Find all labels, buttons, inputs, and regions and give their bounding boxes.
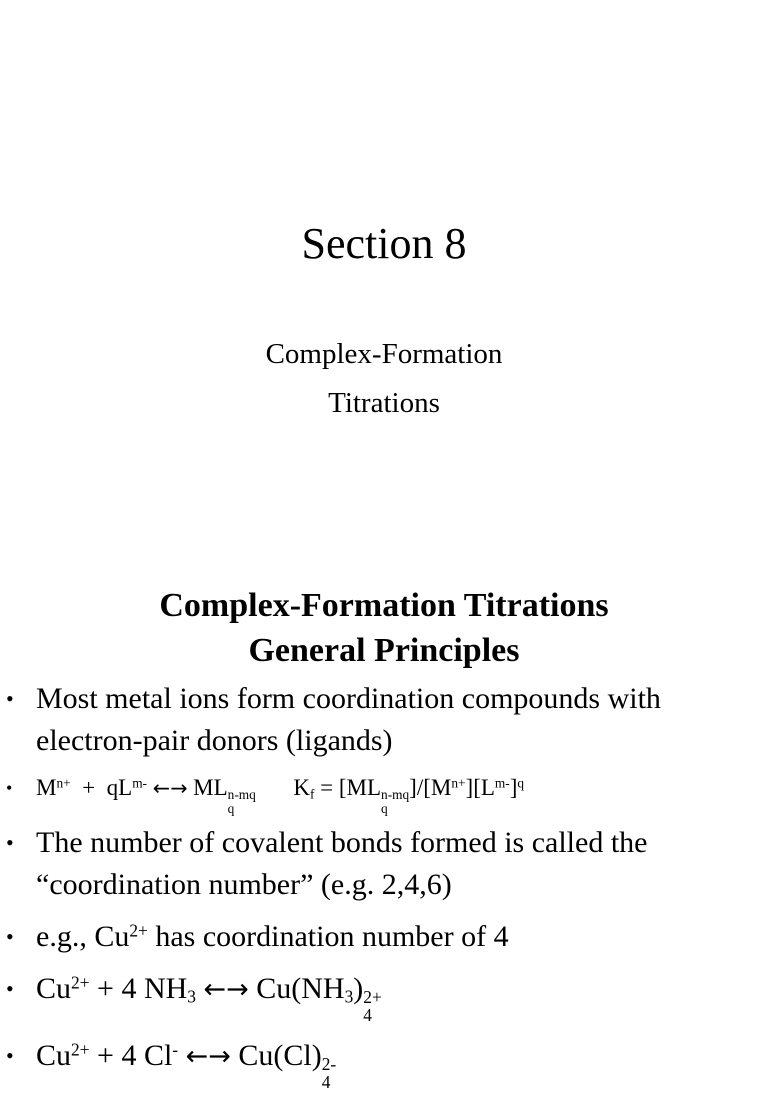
bullet-dot-icon: • [6,778,13,798]
equation-formation-constant: $K_f = [ML$ n-mq q ]$/[M^{n+}][L^{m-}]^q$ [293,775,525,816]
slide-title-line-1: Complex-Formation Titrations [159,587,609,624]
equilibrium-arrow-icon: ←→ [185,1040,231,1072]
subtitle-line-1: Complex-Formation [265,338,503,370]
bullet-coordination-number [0,822,768,906]
section-title: Section 8 [301,219,467,268]
bullet-dot-icon: • [6,976,14,1001]
bullet-list [0,678,768,1102]
equilibrium-arrow-icon: ←→ [203,974,249,1005]
bullet-copper-ammonia [0,968,768,1025]
equation-complex-formation: $M^{n+} + qL^{m-}$ ←→ ML n-mq q [36,775,256,816]
slide-title [0,583,768,673]
bullet-text: The number of covalent bonds formed is called the “coordination number” (e.g. 2,4,6) [36,826,648,901]
bullet-copper-chloride [0,1035,768,1092]
slide-title-line-2: General Principles [248,632,520,669]
equation-copper-chloride: $Cu^{2+} + 4$ Cl- ←→ Cu(Cl) 2- 4 [36,1038,337,1093]
bullet-copper-example [0,916,768,958]
equation-copper-ammonia: $Cu^{2+} + 4$ $NH_3$ ←→ $Cu(NH_3)$ 2+ 4 [36,972,382,1026]
bullet-dot-icon: • [6,1042,14,1068]
bullet-text: e.g., $Cu^{2+}$ has coordination number of 4 [36,920,509,953]
bullet-dot-icon: • [6,924,14,949]
slide-section-title [0,0,768,540]
equilibrium-arrow-icon: ←→ [152,776,188,800]
slide-general-principles [0,570,768,1093]
subtitle-line-2: Titrations [328,387,440,419]
bullet-formation-equation [0,772,768,816]
bullet-text: Most metal ions form coordination compounds with electron-pair donors (ligands) [36,682,661,757]
bullet-coordination-compounds [0,678,768,762]
bullet-dot-icon: • [6,830,14,855]
bullet-dot-icon: • [6,686,14,711]
